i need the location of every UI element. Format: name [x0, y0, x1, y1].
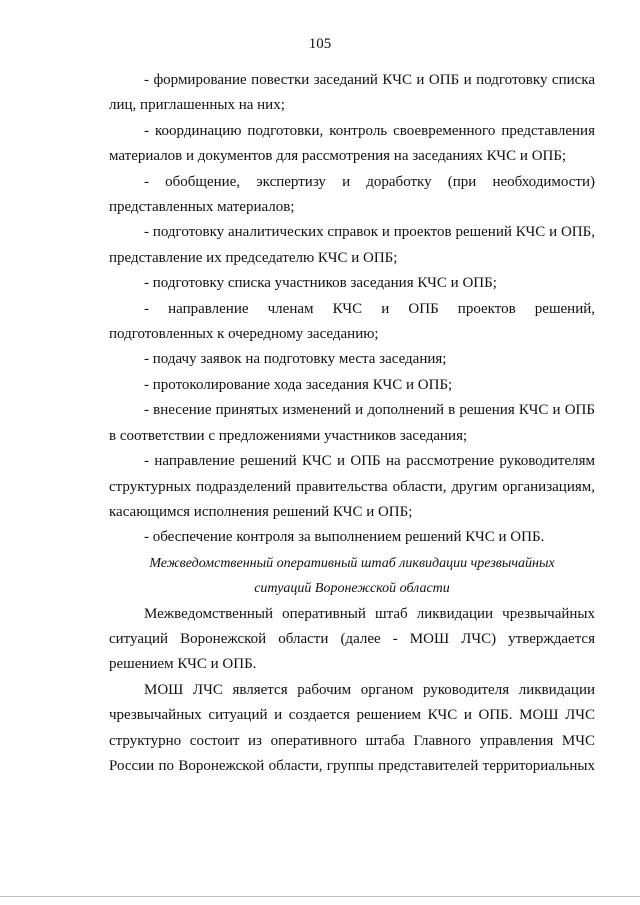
list-item: - подготовку списка участников заседания КЧС и ОПБ; — [144, 275, 497, 292]
list-item: - координацию подготовки, контроль своевременного представления материалов и документов для рассмотрения на заседаниях КЧС и ОПБ; — [109, 122, 595, 165]
document-body — [109, 68, 595, 779]
list-item: - направление членам КЧС и ОПБ проектов решений, подготовленных к очередному заседанию; — [109, 300, 595, 343]
list-item: - формирование повестки заседаний КЧС и ОПБ и подготовку списка лиц, приглашенных на них; — [109, 72, 595, 114]
page-number: 105 — [308, 36, 332, 52]
body-paragraph: Межведомственный оперативный штаб ликвидации чрезвычайных ситуаций Воронежской области (далее - МОШ ЛЧС) утверждается решением КЧС и ОПБ. — [109, 605, 595, 673]
list-item: - протоколирование хода заседания КЧС и ОПБ; — [144, 376, 453, 393]
list-item: - подготовку аналитических справок и проектов решений КЧС и ОПБ, представление их председателю КЧС и ОПБ; — [109, 224, 595, 266]
list-item: - подачу заявок на подготовку места заседания; — [144, 351, 447, 368]
list-item: - обеспечение контроля за выполнением решений КЧС и ОПБ. — [144, 529, 545, 546]
body-paragraph: МОШ ЛЧС является рабочим органом руководителя ликвидации чрезвычайных ситуаций и создается решением КЧС и ОПБ. МОШ ЛЧС структурно состоит из оперативного штаба Главного управления МЧС России по Воронежской области, группы представителей территориальных — [109, 681, 595, 774]
list-item: - обобщение, экспертизу и доработку (при необходимости) представленных материалов; — [109, 173, 595, 216]
section-heading: Межведомственный оперативный штаб ликвидации чрезвычайных ситуаций Воронежской области — [149, 555, 555, 597]
list-item: - внесение принятых изменений и дополнений в решения КЧС и ОПБ в соответствии с предложениями участников заседания; — [109, 402, 595, 444]
list-item: - направление решений КЧС и ОПБ на рассмотрение руководителям структурных подразделений правительства области, другим организациям, касающимся исполнения решений КЧС и ОПБ; — [109, 453, 595, 520]
page-bottom-edge — [0, 896, 640, 897]
